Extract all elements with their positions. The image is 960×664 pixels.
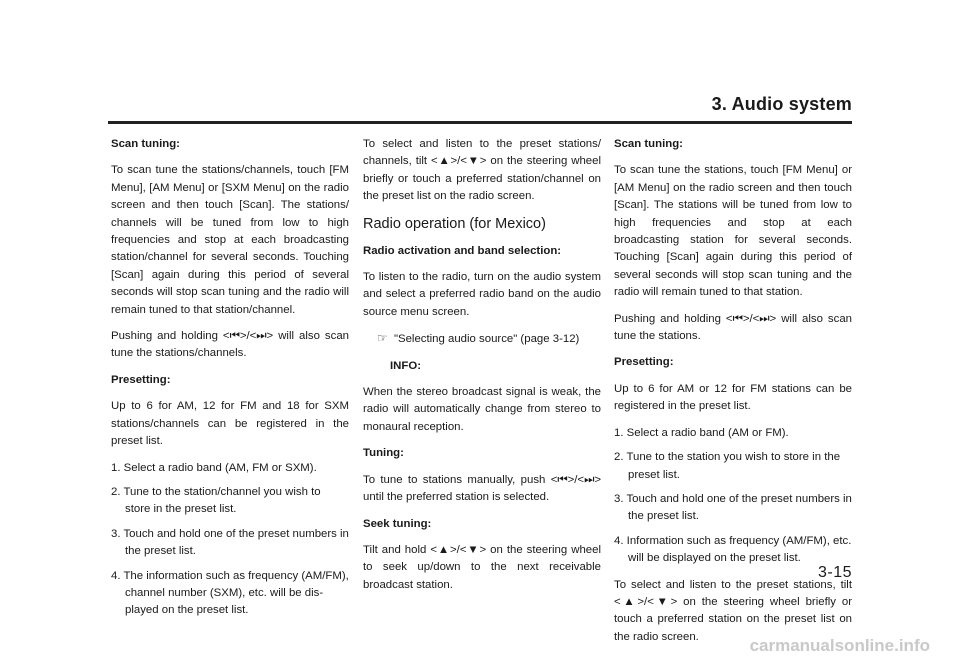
presetting-text: Up to 6 for AM, 12 for FM and 18 for SXM stations/channels can be registered in the preset list. bbox=[111, 400, 349, 448]
cross-reference-text: "Selecting audio source" (page 3-12) bbox=[393, 333, 580, 346]
preset-steps-list bbox=[614, 425, 852, 568]
section-title: Radio operation (for Mexico) bbox=[363, 215, 546, 232]
presetting-heading: Presetting: bbox=[111, 373, 171, 386]
scan-tuning-text: To scan tune the stations/channels, touch [FM Menu], [AM Menu] or [SXM Menu] on the radio screen and then touch [Scan]. The stations/ channels will be tuned from low to high frequencies and stop at each broadcasting station/channel for several seconds. Touching [Scan] again during this period of several seconds will stop scan tuning and the radio will remain tuned to that station/channel. bbox=[111, 164, 349, 316]
activation-heading: Radio activation and band selection: bbox=[363, 244, 562, 257]
header-rule bbox=[108, 121, 852, 124]
list-item: 3. Touch and hold one of the preset numbers in the preset list. bbox=[111, 527, 349, 558]
list-item: 4. The information such as frequency (AM/FM), channel number (SXM), etc. will be dis- played on the preset list. bbox=[111, 569, 349, 617]
column-1 bbox=[111, 136, 349, 629]
list-item: 1. Select a radio band (AM, FM or SXM). bbox=[111, 461, 317, 474]
list-item: 3. Touch and hold one of the preset numbers in the preset list. bbox=[614, 492, 852, 523]
scan-tuning-heading: Scan tuning: bbox=[614, 138, 683, 150]
presetting-heading: Presetting: bbox=[614, 356, 674, 369]
list-item: 2. Tune to the station you wish to store in the preset list. bbox=[614, 451, 841, 481]
scan-hold-text: Pushing and holding <⏮>/<⏭> will also scan tune the stations/channels. bbox=[111, 330, 349, 360]
info-text: When the stereo broadcast signal is weak, the radio will automatically change from stereo to monaural reception. bbox=[363, 386, 601, 433]
list-item: 1. Select a radio band (AM or FM). bbox=[614, 426, 789, 439]
tuning-heading: Tuning: bbox=[363, 447, 404, 460]
cross-reference[interactable] bbox=[363, 330, 601, 348]
watermark: carmanualsonline.info bbox=[749, 636, 930, 655]
presetting-text: Up to 6 for AM or 12 for FM stations can be registered in the preset list. bbox=[614, 382, 852, 413]
activation-text: To listen to the radio, turn on the audio system and select a preferred radio band on the audio source menu screen. bbox=[363, 271, 601, 318]
reference-pointer-icon: ☞ bbox=[377, 331, 388, 346]
scan-tuning-text: To scan tune the stations, touch [FM Menu] or [AM Menu] on the radio screen and then touch [Scan]. The stations will be tuned from low to high frequencies and stop at each broadcasting station for several seconds. Touching [Scan] again during this period of several seconds will stop scan tuning and the radio will remain tuned to that station. bbox=[614, 164, 852, 299]
column-3 bbox=[614, 136, 852, 655]
info-label: INFO: bbox=[390, 359, 422, 372]
scan-hold-text: Pushing and holding <⏮>/<⏭> will also scan tune the stations. bbox=[614, 312, 852, 343]
page-header-title: 3. Audio system bbox=[711, 94, 852, 114]
scan-tuning-heading: Scan tuning: bbox=[111, 138, 180, 150]
seek-tuning-text: Tilt and hold <▲>/<▼> on the steering wheel to seek up/down to the next receivable broadcast station. bbox=[363, 543, 601, 591]
preset-steps-list bbox=[111, 460, 349, 620]
page-number: 3-15 bbox=[817, 564, 852, 581]
preset-select-text: To select and listen to the preset stations/ channels, tilt <▲>/<▼> on the steering wheel briefly or touch a preferred station/channel on the preset list on the radio screen. bbox=[363, 138, 601, 203]
list-item: 4. Information such as frequency (AM/FM), etc. will be displayed on the preset list. bbox=[614, 534, 852, 565]
tuning-text: To tune to stations manually, push <⏮>/<⏭> until the preferred station is selected. bbox=[363, 473, 601, 504]
preset-select-text: To select and listen to the preset stations, tilt <▲>/<▼> on the steering wheel briefly or touch a preferred station on the preset list on the radio screen. bbox=[614, 578, 852, 643]
seek-tuning-heading: Seek tuning: bbox=[363, 517, 432, 530]
column-2 bbox=[363, 136, 601, 603]
list-item: 2. Tune to the station/channel you wish to store in the preset list. bbox=[111, 485, 321, 516]
